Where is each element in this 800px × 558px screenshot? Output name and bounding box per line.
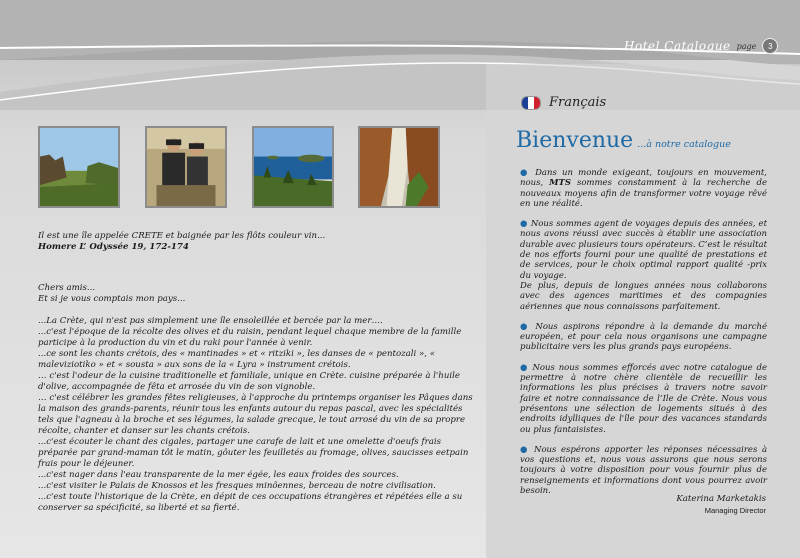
paragraph: ...c'est l'époque de la récolte des olives et du raisin, pendant lequel chaque membre de la famille participe à la production du vin et du raki pour l'année à venir. <box>38 327 462 348</box>
paragraph: ...c'est visiter le Palais de Knossos et les fresques minôennes, berceau de notre civilisation. <box>38 481 436 491</box>
welcome-paragraph: ● Dans un monde exigeant, toujours en mouvement, nous, MTS sommes constamment à la recherche de nouveaux moyens afin de transformer votre voyage rêvé en une réalité. <box>520 168 767 209</box>
welcome-text <box>520 168 767 506</box>
intro-line: Et si je vous comptais mon pays... <box>38 294 186 304</box>
photo-cliff-landscape <box>38 126 120 208</box>
signature-block <box>600 494 766 515</box>
bullet-icon: ● <box>520 219 528 230</box>
welcome-subtitle: ...à notre catalogue <box>637 139 731 150</box>
french-flag-icon <box>521 96 541 110</box>
bullet-icon: ● <box>520 321 531 332</box>
welcome-title: Bienvenue <box>516 128 634 153</box>
header-label <box>624 38 778 54</box>
paragraph: ...c'est toute l'historique de la Crète, en dépit de ces occupations étrangères et répétées elle a su conserver sa spécificité, sa liberté et sa fierté. <box>38 492 463 513</box>
paragraph: … c'est l'odeur de la cuisine traditionelle et familiale, unique en Crète. cuisine préparée à l'huile d'olive, accompagnée de fêta et arrosée du vin de son vignoble. <box>38 371 460 392</box>
header-brand: Hotel Catalogue <box>624 39 731 53</box>
paragraph: ...La Crète, qui n'est pas simplement une île ensoleillée et bercée par la mer…. <box>38 316 383 326</box>
language-indicator <box>521 95 606 110</box>
bullet-icon: ● <box>520 362 529 373</box>
header-page-label: page <box>736 41 757 51</box>
photo-bay-islands <box>252 126 334 208</box>
paragraph: ...c'est nager dans l'eau transparente de la mer égée, les eaux froides des sources. <box>38 470 399 480</box>
bullet-icon: ● <box>520 168 530 178</box>
welcome-paragraph: ● Nous espérons apporter les réponses nécessaires à vos questions et, nous vous assurons que nous serons toujours à votre disposition pour vous fournir plus de renseignements et informations dont vous pourrez avoir besoin. <box>520 444 768 497</box>
language-label: Français <box>549 95 607 110</box>
quote-text: Il est une île appelée CRETE et baignée par les flôts couleur vin... <box>38 231 326 241</box>
quote-source: Homere L’ Odyssée 19, 172-174 <box>38 242 189 252</box>
welcome-paragraph: ● Nous nous sommes efforcés avec notre catalogue de permettre à notre chère clientèle de recueillir les informations les plus précises à travers notre savoir faire et notre connaissance de l’Ile de Crète. Nous vous présentons une sélection de logements situés à des endroits idylliques de l'île pour des vacances standards ou plus fantaisistes. <box>520 362 768 435</box>
photo-gorge-canyon <box>358 126 440 208</box>
bullet-icon: ● <box>520 444 530 455</box>
welcome-paragraph: ● Nous aspirons répondre à la demande du marché européen, et pour cela nous organisons une campagne publicitaire vers les plus grands pays européens. <box>520 321 768 353</box>
header-wave <box>0 0 800 110</box>
photo-two-old-men <box>145 126 227 208</box>
paragraph: ...ce sont les chants crétois, des « mantinades » et « ritziki », les danses de « pentozali », « maleviziotiko » et « sousta » aux sons de la « Lyra » instrument crétois. <box>38 349 436 370</box>
intro-line: Chers amis... <box>38 283 96 293</box>
welcome-heading <box>516 128 731 153</box>
page-number-badge: 3 <box>762 38 778 54</box>
homer-quote <box>38 231 458 253</box>
signature-name: Katerina Marketakis <box>676 494 766 504</box>
left-body-text <box>38 283 474 514</box>
paragraph: ...c'est écouter le chant des cigales, partager une carafe de lait et une omelette d'oeufs frais préparée par grand-maman tôt le matin, gôuter les feuilletés au fromage, olives, saucisses eetpain frais pour le déjeuner. <box>38 437 469 469</box>
signature-role: Managing Director <box>704 506 766 515</box>
welcome-paragraph: ● Nous sommes agent de voyages depuis des années, et nous avons réussi avec succès à établir une association durable avec plusieurs tours opérateurs. C’est le résultat de nos efforts fourni pour une qualité de prestations et de services, pour le choix optimal rapport qualité -prix du voyage. De plus, depuis de longues années nous collaborons avec des agences maritimes et des compagnies aériennes que nous connaissons parfaitement. <box>520 219 768 312</box>
paragraph: … c'est célébrer les grandes fêtes religieuses, à l'approche du printemps organiser les Pâques dans la maison des grands-parents, réunir tous les enfants autour du repas pascal, avec les spécialités tels que l'agneau à la broche et ses légumes, la salade grecque, le tout arrosé du vin de sa propre récolte, chanter et danser sur les chants crétois. <box>38 393 473 436</box>
